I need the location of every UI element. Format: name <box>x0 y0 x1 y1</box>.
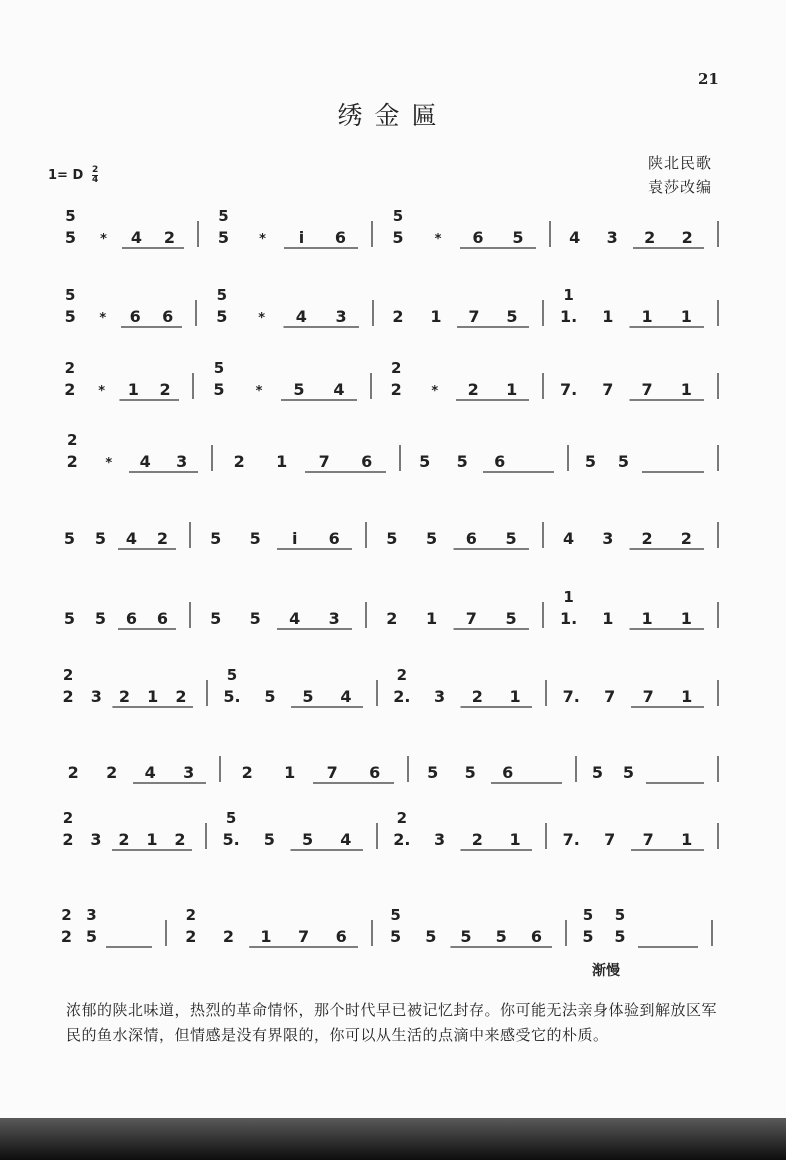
score-note: 2 <box>156 529 169 548</box>
score-note: 6 <box>530 927 542 946</box>
score-note: 4 <box>340 830 352 849</box>
score-note: 2 <box>163 228 176 247</box>
grace-note: 5 <box>614 906 626 924</box>
score-note: 7 <box>326 763 338 782</box>
score-note: 4 <box>340 687 352 706</box>
score-note: 1 <box>509 830 521 849</box>
song-title: 绣金匾 <box>337 101 449 130</box>
tempo-marking: 渐慢 <box>592 963 620 979</box>
score-note: 5 <box>617 452 630 471</box>
score-note: 6 <box>361 452 373 471</box>
score-note: 2 <box>185 927 197 946</box>
score-note: 5 <box>85 927 98 946</box>
score-note: 1. <box>560 609 578 628</box>
score-note: * <box>255 384 263 399</box>
score-note: 5 <box>249 529 261 548</box>
score-note: 2. <box>393 830 411 849</box>
score-note: 2 <box>386 609 398 628</box>
score-note: 5 <box>614 927 626 946</box>
origin-credit: 陕北民歌 <box>647 154 712 172</box>
score-note: 2 <box>60 927 73 946</box>
score-note: 3 <box>434 687 446 706</box>
score-note: 5 <box>264 687 276 706</box>
grace-note: 2 <box>396 809 408 827</box>
score-note: 5 <box>622 763 635 782</box>
time-signature-bottom: 4 <box>92 175 99 185</box>
score-note: 1 <box>509 687 521 706</box>
score-note: 1 <box>602 307 614 326</box>
score-note: 5 <box>392 228 404 247</box>
score-note: 5 <box>512 228 524 247</box>
score-note: 3 <box>90 687 102 706</box>
score-note: 2 <box>67 763 79 782</box>
score-note: 5 <box>591 763 604 782</box>
score-note: 6 <box>125 609 138 628</box>
score-note: 3 <box>90 830 102 849</box>
score-note: 2 <box>174 830 186 849</box>
grace-note: 2 <box>67 431 78 449</box>
score-note: 5 <box>584 452 597 471</box>
score-note: 4 <box>563 529 575 548</box>
grace-note: 2 <box>185 906 197 924</box>
commentary-text: 浓郁的陕北味道，热烈的革命情怀，那个时代早已被记忆封存。你可能无法亲身体验到解放区军民的鱼水深情，但情感是没有界限的，你可以从生活的点滴中来感受它的朴质。 <box>66 1001 718 1044</box>
score-note: 5 <box>419 452 431 471</box>
score-note: 5 <box>217 228 230 247</box>
score-note: 5 <box>216 307 228 326</box>
grace-note: 5 <box>216 286 228 304</box>
score-note: 5 <box>302 687 314 706</box>
score-note: 3 <box>328 609 340 628</box>
score-note: 1 <box>284 763 296 782</box>
score-note: 2 <box>62 687 74 706</box>
score-note: 5 <box>63 609 76 628</box>
score-note: 2 <box>62 830 74 849</box>
score-note: 7 <box>641 380 653 399</box>
score-note: 2 <box>467 380 479 399</box>
score-note: 2 <box>471 687 483 706</box>
score-note: 5 <box>505 609 517 628</box>
score-note: 4 <box>289 609 301 628</box>
score-note: 5 <box>64 228 77 247</box>
score-note: 3 <box>176 452 188 471</box>
grace-note: 2 <box>62 666 74 684</box>
score-note: 5 <box>425 927 437 946</box>
score-note: 1 <box>680 307 692 326</box>
score-note: 1 <box>680 609 692 628</box>
score-note: 7. <box>560 380 578 399</box>
score-note: i <box>292 529 298 548</box>
score-note: 1 <box>641 307 653 326</box>
score-note: 6 <box>129 307 141 326</box>
score-note: 4 <box>130 228 143 247</box>
grace-note: 5 <box>226 666 238 684</box>
grace-note: 5 <box>392 207 404 225</box>
score-note: 6 <box>465 529 477 548</box>
score-note: 4 <box>295 307 307 326</box>
score-note: 5 <box>390 927 402 946</box>
score-note: 2 <box>159 380 171 399</box>
grace-note: 5 <box>218 207 229 225</box>
score-note: 5 <box>293 380 305 399</box>
score-note: 5 <box>464 763 476 782</box>
score-note: 1 <box>681 830 693 849</box>
score-note: 5 <box>506 307 518 326</box>
score-note: 2 <box>175 687 187 706</box>
score-note: 1 <box>430 307 442 326</box>
score-note: * <box>105 456 113 471</box>
grace-note: 1 <box>563 286 574 304</box>
score-note: 5 <box>94 609 107 628</box>
score-note: 7 <box>604 830 616 849</box>
score-note: 6 <box>334 228 347 247</box>
score-note: 6 <box>502 763 514 782</box>
score-note: 5 <box>460 927 472 946</box>
score-note: 1 <box>641 609 653 628</box>
score-note: 7 <box>604 687 616 706</box>
score-note: 1 <box>260 927 272 946</box>
score-note: 5 <box>456 452 468 471</box>
score-note: 6 <box>335 927 347 946</box>
page-number: 21 <box>698 70 719 88</box>
score-note: * <box>99 311 107 326</box>
scanner-edge <box>0 1118 786 1160</box>
score-note: 7 <box>642 830 654 849</box>
score-note: 2 <box>106 763 118 782</box>
grace-note: 2 <box>64 359 76 377</box>
score-note: 2 <box>641 529 653 548</box>
score-note: 5. <box>223 687 241 706</box>
score-note: 5 <box>210 529 222 548</box>
grace-note: 2 <box>396 666 408 684</box>
score-note: 5 <box>249 609 261 628</box>
score-note: 2 <box>66 452 78 471</box>
score-note: 5 <box>213 380 225 399</box>
score-note: 3 <box>335 307 347 326</box>
score-note: 6 <box>156 609 169 628</box>
score-note: 5 <box>582 927 594 946</box>
score-note: * <box>100 232 107 247</box>
score-note: 1. <box>560 307 578 326</box>
score-note: 1 <box>147 687 159 706</box>
score-note: 1 <box>506 380 518 399</box>
score-note: 2. <box>393 687 411 706</box>
score-note: 2 <box>233 452 245 471</box>
score-note: 2 <box>392 307 404 326</box>
score-note: * <box>98 384 106 399</box>
score-note: * <box>258 311 266 326</box>
score-note: 2 <box>118 687 131 706</box>
score-note: 5 <box>63 529 76 548</box>
score-note: 5 <box>302 830 314 849</box>
score-note: 2 <box>64 380 76 399</box>
score-note: 5 <box>426 529 438 548</box>
score-note: 3 <box>602 529 614 548</box>
score-note: 5 <box>495 927 507 946</box>
score-note: i <box>298 228 305 247</box>
score-note: 6 <box>162 307 174 326</box>
score-note: 6 <box>494 452 506 471</box>
score-note: * <box>259 232 266 247</box>
score-note: 5 <box>263 830 275 849</box>
score-note: 7. <box>562 830 580 849</box>
score-note: 2 <box>680 529 692 548</box>
grace-note: 3 <box>86 906 97 924</box>
score-note: 5 <box>427 763 439 782</box>
grace-note: 2 <box>62 809 74 827</box>
time-signature-top: 2 <box>92 165 99 175</box>
score-note: * <box>431 384 439 399</box>
score-note: 4 <box>569 228 581 247</box>
score-note: 1 <box>146 830 158 849</box>
score-note: 2 <box>390 380 402 399</box>
score-note: 5 <box>210 609 222 628</box>
score-note: 5 <box>64 307 76 326</box>
grace-note: 5 <box>390 906 401 924</box>
score-note: 5 <box>386 529 398 548</box>
key-signature: 1= D <box>48 168 84 183</box>
score-note: 2 <box>241 763 253 782</box>
score-note: 5 <box>505 529 517 548</box>
score-note: 4 <box>144 763 156 782</box>
score-note: 1 <box>276 452 288 471</box>
score-note: 2 <box>222 927 234 946</box>
score-note: 7 <box>642 687 654 706</box>
score-note: 2 <box>681 228 693 247</box>
score-note: 4 <box>333 380 345 399</box>
score-note: 7 <box>468 307 480 326</box>
score-note: 7 <box>465 609 477 628</box>
grace-note: 5 <box>582 906 594 924</box>
score-note: 7 <box>298 927 310 946</box>
score-note: 1 <box>602 609 614 628</box>
score-note: 4 <box>139 452 151 471</box>
score-note: 3 <box>183 763 195 782</box>
score-note: 6 <box>328 529 340 548</box>
score-note: 7 <box>318 452 330 471</box>
score-note: 5. <box>222 830 240 849</box>
score-note: 2 <box>471 830 483 849</box>
score-note: 5 <box>94 529 107 548</box>
score-note: 1 <box>127 380 139 399</box>
score-note: 1 <box>426 609 438 628</box>
score-note: 2 <box>644 228 656 247</box>
score-note: * <box>434 232 442 247</box>
grace-note: 5 <box>225 809 237 827</box>
score-note: 6 <box>472 228 484 247</box>
score-note: 2 <box>118 830 130 849</box>
score-note: 7. <box>562 687 580 706</box>
grace-note: 5 <box>65 207 76 225</box>
arranger-credit: 袁莎改编 <box>647 178 712 196</box>
score-note: 7 <box>602 380 614 399</box>
score-note: 3 <box>434 830 446 849</box>
score-note: 1 <box>680 380 692 399</box>
grace-note: 5 <box>213 359 225 377</box>
grace-note: 1 <box>563 588 574 606</box>
score-note: 6 <box>369 763 381 782</box>
score-note: 4 <box>125 529 138 548</box>
grace-note: 2 <box>61 906 72 924</box>
grace-note: 5 <box>65 286 76 304</box>
grace-note: 2 <box>391 359 402 377</box>
score-note: 1 <box>681 687 693 706</box>
score-note: 3 <box>606 228 618 247</box>
